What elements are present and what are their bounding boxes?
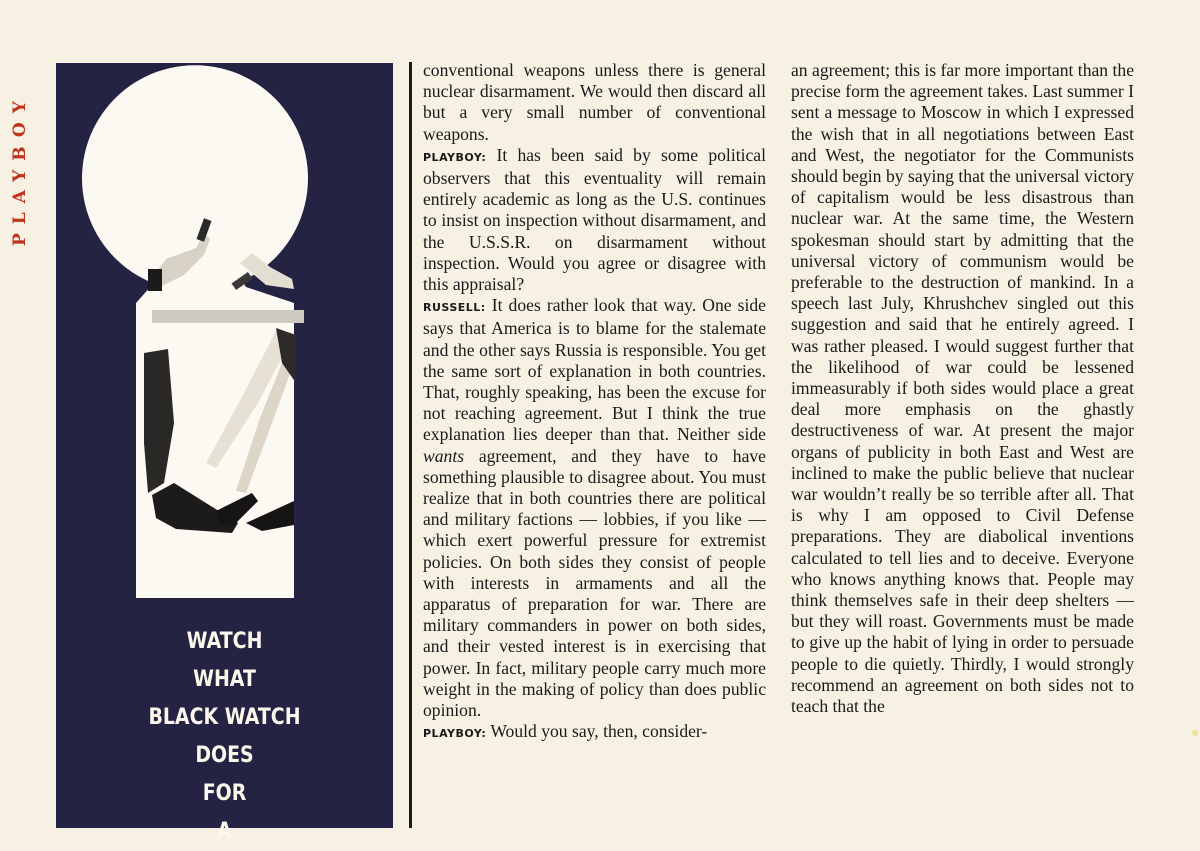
- paragraph-text: Would you say, then, consider-: [486, 721, 708, 742]
- speaker-label: RUSSELL:: [423, 301, 486, 315]
- paragraph-text: agreement, and they have to have something plausible to disagree about. You must realize that in both countries there are political and military factions — lobbies, if you like — which exert powerful pressure for extremist policies. On both sides they consist of people with interests in armaments and all the apparatus of preparation for war. There are military commanders in power on both sides, and their vested interest is in exercising that power. In fact, military people carry much more weight in the making of policy than does public opinion.: [423, 445, 766, 721]
- ad-line: WHAT: [193, 667, 256, 692]
- paragraph: [423, 145, 766, 295]
- article-column-2: [791, 60, 1134, 717]
- paragraph-text: conventional weapons unless there is general nuclear disarmament. We would then discard all but a very small number of conventional weapons.: [423, 60, 766, 144]
- ad-headline: [80, 623, 370, 851]
- article-column-1: [423, 60, 766, 745]
- ad-line: FOR: [202, 781, 247, 806]
- speaker-label: PLAYBOY:: [423, 727, 487, 741]
- masthead-text: PLAYBOY: [10, 92, 30, 246]
- paragraph: [423, 295, 766, 721]
- ad-line: DOES: [195, 743, 254, 768]
- paragraph: [423, 60, 766, 145]
- ad-line: A: [217, 819, 232, 844]
- playboy-masthead: [6, 58, 28, 248]
- paragraph-text: It has been said by some political observers that this eventuality will remain entirely academic as long as the U.S. continues to insist on inspection without disarmament, and the U.S.S.R. on disarmament without inspection. Would you agree or disagree with this appraisal?: [423, 144, 766, 295]
- print-speck: [1192, 730, 1198, 736]
- emphasis-text: wants: [423, 445, 465, 466]
- column-rule: [409, 62, 412, 828]
- sleeve-left: [148, 269, 162, 291]
- paragraph-text: It does rather look that way. One side says that America is to blame for the stalemate and the other says Russia is responsible. You get the same sort of explanation in both countries. That, roughly speaking, has been the excuse for not reaching agreement. But I think the true explanation lies deeper than that. Neither side: [423, 295, 766, 445]
- black-watch-advertisement: [56, 63, 393, 844]
- ad-line: WATCH: [186, 629, 263, 654]
- table-top: [152, 310, 304, 323]
- paragraph: [423, 721, 766, 744]
- ad-line: BLACK WATCH: [148, 705, 301, 730]
- paragraph: [791, 60, 1134, 717]
- paragraph-text: an agreement; this is far more important than the precise form the agreement takes. Last summer I sent a message to Moscow in which I expressed the wish that in all negotiations between East and West, the negotiator for the Communists should begin by saying that the universal victory of capitalism would be less disastrous than nuclear war. At the same time, the Western spokesman should start by admitting that the universal victory of communism would be preferable to the destruction of mankind. In a speech last July, Khrushchev singled out this suggestion and said that he entirely agreed. I was rather pleased. I would suggest further that the likelihood of war could be lessened immeasurably if both sides would place a great deal more emphasis on the ghastly destructiveness of war. At present the major organs of publicity in both East and West are inclined to make the public believe that nuclear war wouldn’t really be so terrible after all. That is why I am opposed to Civil Defense preparations. They are diabolical inventions calculated to tell lies and to deceive. Everyone who knows anything knows that. People may think themselves safe in their deep shelters — but they will roast. Governments must be made to give up the habit of lying in order to persuade people to die quietly. Thirdly, I would strongly recommend an agreement on both sides not to teach that the: [791, 60, 1134, 717]
- speaker-label: PLAYBOY:: [423, 150, 487, 164]
